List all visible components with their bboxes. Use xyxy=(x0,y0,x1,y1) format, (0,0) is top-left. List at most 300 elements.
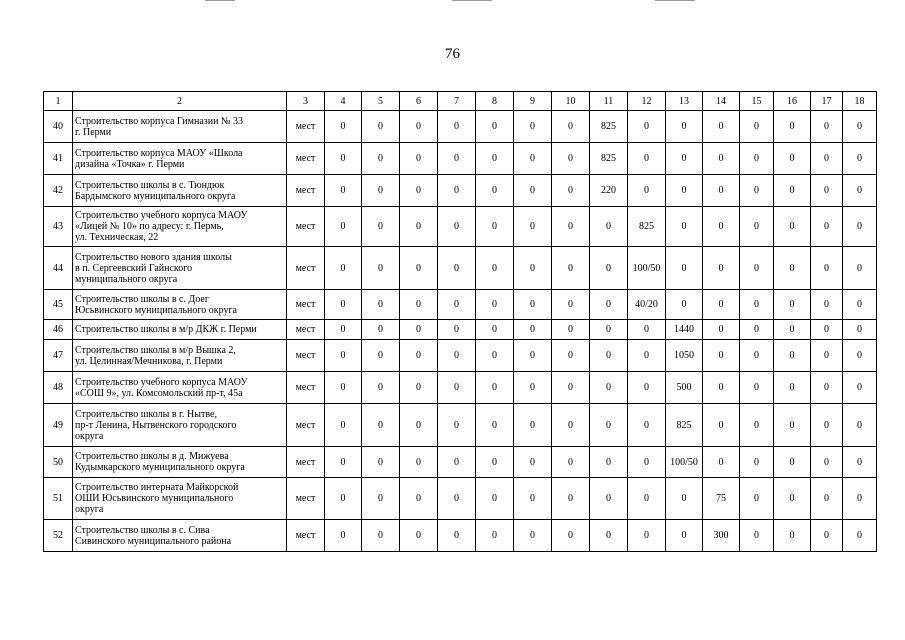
value-cell: 0 xyxy=(774,340,811,372)
object-name-line: Строительство школы в д. Мижуева xyxy=(75,451,229,462)
value-cell: 0 xyxy=(476,207,514,247)
value-cell: 0 xyxy=(362,447,400,478)
value-cell: 0 xyxy=(552,320,590,340)
value-cell: 0 xyxy=(514,447,552,478)
object-name-line: в п. Сергеевский Гайнского xyxy=(75,262,193,274)
value-cell: 0 xyxy=(740,207,774,247)
header-row xyxy=(44,92,877,111)
value-cell: 0 xyxy=(811,320,843,340)
value-cell: 0 xyxy=(552,175,590,207)
value-cell: 1440 xyxy=(666,320,703,340)
unit-cell: мест xyxy=(287,372,325,404)
value-cell: 825 xyxy=(628,207,666,247)
object-name-line: пр-т Ленина, Нытвенского городского xyxy=(75,419,237,431)
table-row xyxy=(44,175,877,207)
value-cell: 0 xyxy=(774,372,811,404)
value-cell: 0 xyxy=(476,175,514,207)
object-name-line: Строительство школы в с. Тюндюк xyxy=(75,179,225,191)
value-cell: 0 xyxy=(325,372,362,404)
value-cell: 0 xyxy=(740,111,774,143)
object-name-line: ОШИ Юсьвинского муниципального xyxy=(75,493,234,504)
value-cell: 0 xyxy=(628,478,666,520)
value-cell: 0 xyxy=(740,340,774,372)
value-cell: 0 xyxy=(811,143,843,175)
value-cell: 0 xyxy=(811,520,843,552)
value-cell: 0 xyxy=(666,207,703,247)
value-cell: 0 xyxy=(552,247,590,290)
table-row xyxy=(44,111,877,143)
object-name xyxy=(73,290,287,320)
value-cell: 0 xyxy=(325,175,362,207)
column-header: 1 xyxy=(44,92,73,111)
value-cell: 0 xyxy=(476,447,514,478)
value-cell: 0 xyxy=(552,520,590,552)
object-name-line: «Лицей № 10» по адресу: г. Пермь, xyxy=(75,221,224,232)
value-cell: 0 xyxy=(590,447,628,478)
value-cell: 0 xyxy=(774,143,811,175)
value-cell: 0 xyxy=(438,447,476,478)
table-row xyxy=(44,478,877,520)
value-cell: 0 xyxy=(552,340,590,372)
value-cell: 0 xyxy=(666,290,703,320)
value-cell: 0 xyxy=(666,175,703,207)
value-cell: 0 xyxy=(325,340,362,372)
value-cell: 0 xyxy=(628,520,666,552)
value-cell: 0 xyxy=(476,111,514,143)
object-name xyxy=(73,247,287,290)
object-name-line: г. Перми xyxy=(75,126,112,138)
object-name-line: Строительство школы в м/р ДКЖ г. Перми xyxy=(75,324,257,335)
value-cell: 0 xyxy=(843,520,877,552)
value-cell: 0 xyxy=(774,404,811,447)
column-header: 8 xyxy=(476,92,514,111)
value-cell: 0 xyxy=(628,143,666,175)
value-cell: 0 xyxy=(590,320,628,340)
unit-cell: мест xyxy=(287,111,325,143)
row-number: 50 xyxy=(44,447,73,478)
value-cell: 0 xyxy=(514,320,552,340)
object-name-line: Строительство школы в с. Доег xyxy=(75,293,209,305)
object-name-line: Строительство корпуса Гимназии № 33 xyxy=(75,115,243,127)
value-cell: 0 xyxy=(552,404,590,447)
value-cell: 0 xyxy=(590,478,628,520)
table-row xyxy=(44,247,877,290)
value-cell: 0 xyxy=(362,143,400,175)
value-cell: 0 xyxy=(362,175,400,207)
value-cell: 0 xyxy=(774,520,811,552)
value-cell: 0 xyxy=(590,404,628,447)
value-cell: 0 xyxy=(400,247,438,290)
value-cell: 0 xyxy=(740,372,774,404)
value-cell: 0 xyxy=(325,478,362,520)
table-row xyxy=(44,320,877,340)
value-cell: 500 xyxy=(666,372,703,404)
value-cell: 0 xyxy=(703,175,740,207)
column-header: 13 xyxy=(666,92,703,111)
value-cell: 0 xyxy=(476,404,514,447)
value-cell: 0 xyxy=(811,447,843,478)
value-cell: 0 xyxy=(400,290,438,320)
unit-cell: мест xyxy=(287,520,325,552)
value-cell: 0 xyxy=(843,404,877,447)
value-cell: 0 xyxy=(740,247,774,290)
value-cell: 0 xyxy=(514,111,552,143)
value-cell: 0 xyxy=(400,207,438,247)
value-cell: 0 xyxy=(438,247,476,290)
value-cell: 0 xyxy=(362,478,400,520)
value-cell: 0 xyxy=(666,478,703,520)
column-header: 3 xyxy=(287,92,325,111)
value-cell: 0 xyxy=(476,143,514,175)
value-cell: 0 xyxy=(703,247,740,290)
value-cell: 0 xyxy=(740,404,774,447)
value-cell: 0 xyxy=(362,320,400,340)
column-header: 12 xyxy=(628,92,666,111)
value-cell: 0 xyxy=(703,447,740,478)
object-name-line: Юсьвинского муниципального округа xyxy=(75,304,237,316)
value-cell: 0 xyxy=(514,520,552,552)
value-cell: 0 xyxy=(476,478,514,520)
value-cell: 0 xyxy=(843,247,877,290)
value-cell: 0 xyxy=(811,111,843,143)
value-cell: 220 xyxy=(590,175,628,207)
value-cell: 0 xyxy=(438,175,476,207)
value-cell: 0 xyxy=(400,478,438,520)
value-cell: 0 xyxy=(552,478,590,520)
value-cell: 0 xyxy=(438,143,476,175)
value-cell: 0 xyxy=(774,447,811,478)
row-number: 49 xyxy=(44,404,73,447)
object-name-line: Кудымкарского муниципального округа xyxy=(75,462,245,473)
value-cell: 0 xyxy=(438,404,476,447)
value-cell: 0 xyxy=(774,478,811,520)
value-cell: 0 xyxy=(740,143,774,175)
scan-edge-mark xyxy=(205,0,235,1)
value-cell: 0 xyxy=(811,290,843,320)
value-cell: 75 xyxy=(703,478,740,520)
value-cell: 0 xyxy=(811,207,843,247)
value-cell: 0 xyxy=(703,207,740,247)
value-cell: 0 xyxy=(628,447,666,478)
unit-cell: мест xyxy=(287,247,325,290)
object-name xyxy=(73,478,287,520)
unit-cell: мест xyxy=(287,447,325,478)
value-cell: 0 xyxy=(590,247,628,290)
value-cell: 0 xyxy=(666,143,703,175)
object-name xyxy=(73,320,287,340)
value-cell: 0 xyxy=(843,207,877,247)
value-cell: 0 xyxy=(514,340,552,372)
column-header: 7 xyxy=(438,92,476,111)
value-cell: 0 xyxy=(590,372,628,404)
value-cell: 0 xyxy=(476,340,514,372)
value-cell: 0 xyxy=(628,175,666,207)
object-name-line: Сивинского муниципального района xyxy=(75,535,232,547)
value-cell: 825 xyxy=(666,404,703,447)
value-cell: 0 xyxy=(843,340,877,372)
value-cell: 0 xyxy=(628,404,666,447)
value-cell: 0 xyxy=(811,404,843,447)
value-cell: 0 xyxy=(703,320,740,340)
object-name-line: ул. Целинная/Мечникова, г. Перми xyxy=(75,355,223,367)
value-cell: 0 xyxy=(400,447,438,478)
row-number: 48 xyxy=(44,372,73,404)
row-number: 41 xyxy=(44,143,73,175)
row-number: 45 xyxy=(44,290,73,320)
unit-cell: мест xyxy=(287,340,325,372)
value-cell: 0 xyxy=(362,520,400,552)
value-cell: 825 xyxy=(590,111,628,143)
object-name-line: Бардымского муниципального округа xyxy=(75,190,236,202)
value-cell: 1050 xyxy=(666,340,703,372)
value-cell: 0 xyxy=(843,478,877,520)
table-row xyxy=(44,404,877,447)
object-name-line: Строительство корпуса МАОУ «Школа xyxy=(75,147,243,159)
value-cell: 0 xyxy=(438,478,476,520)
value-cell: 0 xyxy=(514,478,552,520)
value-cell: 825 xyxy=(590,143,628,175)
value-cell: 0 xyxy=(774,247,811,290)
value-cell: 0 xyxy=(514,207,552,247)
value-cell: 0 xyxy=(438,372,476,404)
row-number: 52 xyxy=(44,520,73,552)
value-cell: 0 xyxy=(666,111,703,143)
object-name xyxy=(73,111,287,143)
value-cell: 0 xyxy=(628,111,666,143)
value-cell: 0 xyxy=(325,247,362,290)
row-number: 44 xyxy=(44,247,73,290)
value-cell: 0 xyxy=(811,340,843,372)
value-cell: 0 xyxy=(325,447,362,478)
object-name xyxy=(73,404,287,447)
value-cell: 0 xyxy=(514,404,552,447)
value-cell: 0 xyxy=(362,247,400,290)
value-cell: 0 xyxy=(590,207,628,247)
unit-cell: мест xyxy=(287,404,325,447)
unit-cell: мест xyxy=(287,320,325,340)
object-name xyxy=(73,340,287,372)
value-cell: 300 xyxy=(703,520,740,552)
value-cell: 0 xyxy=(438,340,476,372)
object-name-line: Строительство интерната Майкорской xyxy=(75,482,239,493)
column-header: 18 xyxy=(843,92,877,111)
value-cell: 0 xyxy=(740,320,774,340)
value-cell: 0 xyxy=(740,175,774,207)
value-cell: 0 xyxy=(811,478,843,520)
value-cell: 0 xyxy=(666,520,703,552)
row-number: 47 xyxy=(44,340,73,372)
value-cell: 0 xyxy=(740,447,774,478)
value-cell: 0 xyxy=(590,520,628,552)
value-cell: 0 xyxy=(325,111,362,143)
value-cell: 0 xyxy=(774,175,811,207)
value-cell: 0 xyxy=(476,320,514,340)
value-cell: 0 xyxy=(362,372,400,404)
value-cell: 0 xyxy=(811,372,843,404)
value-cell: 0 xyxy=(843,175,877,207)
column-header: 2 xyxy=(73,92,287,111)
table-row xyxy=(44,340,877,372)
value-cell: 0 xyxy=(590,340,628,372)
object-name xyxy=(73,207,287,247)
column-header: 4 xyxy=(325,92,362,111)
table-row xyxy=(44,520,877,552)
table-row xyxy=(44,372,877,404)
value-cell: 0 xyxy=(843,372,877,404)
value-cell: 0 xyxy=(774,207,811,247)
value-cell: 0 xyxy=(843,111,877,143)
value-cell: 0 xyxy=(703,372,740,404)
object-name-line: муниципального округа xyxy=(75,273,178,285)
column-header: 10 xyxy=(552,92,590,111)
object-name xyxy=(73,520,287,552)
scan-edge-mark xyxy=(452,0,492,1)
value-cell: 0 xyxy=(843,320,877,340)
value-cell: 0 xyxy=(740,290,774,320)
column-header: 14 xyxy=(703,92,740,111)
unit-cell: мест xyxy=(287,175,325,207)
value-cell: 0 xyxy=(552,111,590,143)
table-row xyxy=(44,207,877,247)
value-cell: 0 xyxy=(400,111,438,143)
object-name xyxy=(73,372,287,404)
value-cell: 0 xyxy=(740,478,774,520)
value-cell: 0 xyxy=(703,290,740,320)
value-cell: 0 xyxy=(325,290,362,320)
column-header: 5 xyxy=(362,92,400,111)
value-cell: 0 xyxy=(703,111,740,143)
value-cell: 0 xyxy=(438,320,476,340)
object-name-line: округа xyxy=(75,504,104,515)
value-cell: 0 xyxy=(400,404,438,447)
value-cell: 0 xyxy=(552,372,590,404)
object-name-line: дизайна «Точка» г. Перми xyxy=(75,158,185,170)
value-cell: 0 xyxy=(703,340,740,372)
unit-cell: мест xyxy=(287,143,325,175)
table-row xyxy=(44,447,877,478)
value-cell: 0 xyxy=(362,290,400,320)
value-cell: 0 xyxy=(666,247,703,290)
object-name xyxy=(73,447,287,478)
value-cell: 0 xyxy=(843,143,877,175)
value-cell: 0 xyxy=(811,247,843,290)
value-cell: 0 xyxy=(514,372,552,404)
value-cell: 0 xyxy=(514,143,552,175)
value-cell: 0 xyxy=(703,143,740,175)
value-cell: 0 xyxy=(438,111,476,143)
object-name-line: «СОШ 9», ул. Комсомольский пр-т, 45а xyxy=(75,387,243,399)
value-cell: 0 xyxy=(774,320,811,340)
column-header: 17 xyxy=(811,92,843,111)
value-cell: 0 xyxy=(843,290,877,320)
object-name-line: Строительство школы в с. Сива xyxy=(75,524,210,536)
construction-table xyxy=(43,91,877,552)
column-header: 16 xyxy=(774,92,811,111)
object-name-line: ул. Техническая, 22 xyxy=(75,232,159,243)
row-number: 40 xyxy=(44,111,73,143)
value-cell: 0 xyxy=(628,320,666,340)
value-cell: 0 xyxy=(843,447,877,478)
value-cell: 0 xyxy=(552,290,590,320)
page-number: 76 xyxy=(445,46,460,62)
unit-cell: мест xyxy=(287,207,325,247)
value-cell: 0 xyxy=(552,143,590,175)
value-cell: 0 xyxy=(476,247,514,290)
value-cell: 100/50 xyxy=(628,247,666,290)
value-cell: 0 xyxy=(325,143,362,175)
unit-cell: мест xyxy=(287,478,325,520)
value-cell: 0 xyxy=(400,520,438,552)
column-header: 11 xyxy=(590,92,628,111)
value-cell: 0 xyxy=(325,520,362,552)
value-cell: 0 xyxy=(438,290,476,320)
value-cell: 0 xyxy=(703,404,740,447)
object-name-line: Строительство школы в г. Нытве, xyxy=(75,408,217,420)
value-cell: 0 xyxy=(514,247,552,290)
value-cell: 0 xyxy=(400,372,438,404)
value-cell: 0 xyxy=(774,111,811,143)
value-cell: 40/20 xyxy=(628,290,666,320)
row-number: 51 xyxy=(44,478,73,520)
scan-edge-mark xyxy=(655,0,695,1)
value-cell: 0 xyxy=(476,290,514,320)
value-cell: 0 xyxy=(438,207,476,247)
value-cell: 0 xyxy=(552,447,590,478)
value-cell: 0 xyxy=(438,520,476,552)
column-header: 15 xyxy=(740,92,774,111)
table-body xyxy=(44,111,877,552)
value-cell: 0 xyxy=(811,175,843,207)
value-cell: 0 xyxy=(362,111,400,143)
object-name-line: Строительство учебного корпуса МАОУ xyxy=(75,376,248,388)
value-cell: 0 xyxy=(628,340,666,372)
value-cell: 0 xyxy=(740,520,774,552)
value-cell: 0 xyxy=(362,340,400,372)
value-cell: 0 xyxy=(325,404,362,447)
object-name-line: Строительство учебного корпуса МАОУ xyxy=(75,210,248,221)
row-number: 43 xyxy=(44,207,73,247)
value-cell: 0 xyxy=(476,520,514,552)
value-cell: 100/50 xyxy=(666,447,703,478)
row-number: 42 xyxy=(44,175,73,207)
value-cell: 0 xyxy=(552,207,590,247)
object-name-line: округа xyxy=(75,430,104,442)
value-cell: 0 xyxy=(362,207,400,247)
value-cell: 0 xyxy=(400,175,438,207)
table-row xyxy=(44,290,877,320)
object-name-line: Строительство нового здания школы xyxy=(75,251,232,263)
value-cell: 0 xyxy=(400,143,438,175)
value-cell: 0 xyxy=(590,290,628,320)
value-cell: 0 xyxy=(400,320,438,340)
row-number: 46 xyxy=(44,320,73,340)
table-row xyxy=(44,143,877,175)
column-header: 9 xyxy=(514,92,552,111)
value-cell: 0 xyxy=(628,372,666,404)
column-header: 6 xyxy=(400,92,438,111)
value-cell: 0 xyxy=(514,175,552,207)
unit-cell: мест xyxy=(287,290,325,320)
object-name xyxy=(73,175,287,207)
value-cell: 0 xyxy=(325,207,362,247)
value-cell: 0 xyxy=(514,290,552,320)
object-name xyxy=(73,143,287,175)
value-cell: 0 xyxy=(476,372,514,404)
value-cell: 0 xyxy=(774,290,811,320)
object-name-line: Строительство школы в м/р Вышка 2, xyxy=(75,344,236,356)
value-cell: 0 xyxy=(362,404,400,447)
value-cell: 0 xyxy=(400,340,438,372)
